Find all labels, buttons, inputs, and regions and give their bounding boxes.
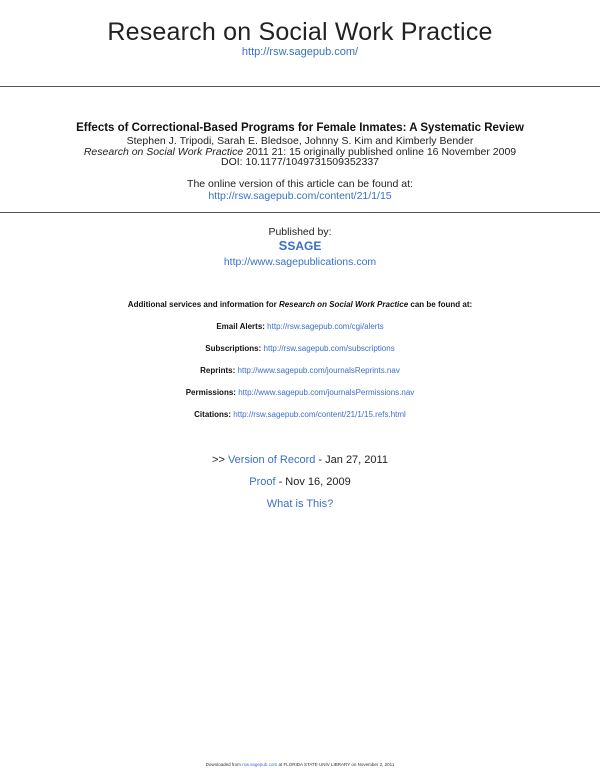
sage-logo bbox=[0, 238, 600, 253]
publisher-url-link[interactable]: http://www.sagepublications.com bbox=[223, 256, 377, 268]
service-label: Subscriptions: bbox=[205, 344, 262, 353]
published-by-label: Published by: bbox=[268, 226, 332, 238]
service-label: Permissions: bbox=[185, 388, 236, 397]
citation-details: 2011 21: 15 originally published online 16 November 2009 bbox=[243, 146, 517, 158]
version-of-record-row bbox=[0, 454, 600, 466]
services-intro-journal: Research on Social Work Practice bbox=[278, 300, 409, 309]
sage-logo-text: SAGE bbox=[287, 239, 322, 253]
sage-s-icon: S bbox=[278, 238, 288, 253]
services-intro bbox=[0, 300, 600, 309]
version-arrow: >> bbox=[212, 454, 228, 466]
online-version-row bbox=[0, 190, 600, 202]
service-row-permissions bbox=[0, 388, 600, 397]
permissions-link[interactable]: http://www.sagepub.com/journalsPermissions.nav bbox=[238, 388, 415, 397]
publisher-url-row bbox=[0, 256, 600, 268]
version-of-record-link[interactable]: Version of Record bbox=[227, 454, 316, 466]
middle-divider bbox=[0, 212, 600, 213]
download-footer bbox=[0, 762, 600, 767]
article-doi: DOI: 10.1177/1049731509352337 bbox=[220, 156, 380, 168]
what-is-this-row bbox=[0, 498, 600, 510]
what-is-this-link[interactable]: What is This? bbox=[266, 498, 334, 510]
services-intro-suffix: can be found at: bbox=[408, 300, 473, 309]
citation-journal: Research on Social Work Practice bbox=[83, 146, 244, 158]
service-row-subscriptions bbox=[0, 344, 600, 353]
service-label: Citations: bbox=[194, 410, 232, 419]
citations-link[interactable]: http://rsw.sagepub.com/content/21/1/15.refs.html bbox=[233, 410, 406, 419]
top-divider bbox=[0, 86, 600, 87]
service-label: Reprints: bbox=[200, 366, 236, 375]
reprints-link[interactable]: http://www.sagepub.com/journalsReprints.nav bbox=[237, 366, 400, 375]
proof-link[interactable]: Proof bbox=[249, 476, 276, 488]
subscriptions-link[interactable]: http://rsw.sagepub.com/subscriptions bbox=[263, 344, 395, 353]
journal-url-link[interactable]: http://rsw.sagepub.com/ bbox=[241, 46, 359, 58]
service-label: Email Alerts: bbox=[216, 322, 265, 331]
footer-link[interactable]: rsw.sagepub.com bbox=[242, 762, 278, 767]
article-authors: Stephen J. Tripodi, Sarah E. Bledsoe, Johnny S. Kim and Kimberly Bender bbox=[126, 135, 474, 147]
footer-suffix: at FLORIDA STATE UNIV LIBRARY on November 2, 2011 bbox=[277, 762, 395, 767]
proof-date: - Nov 16, 2009 bbox=[275, 476, 351, 488]
version-of-record-date: - Jan 27, 2011 bbox=[315, 454, 388, 466]
footer-prefix: Downloaded from bbox=[205, 762, 243, 767]
journal-url-row bbox=[0, 46, 600, 58]
journal-title: Research on Social Work Practice bbox=[107, 18, 493, 46]
service-row-citations bbox=[0, 410, 600, 419]
online-version-link[interactable]: http://rsw.sagepub.com/content/21/1/15 bbox=[208, 190, 392, 202]
service-row-reprints bbox=[0, 366, 600, 375]
proof-row bbox=[0, 476, 600, 488]
service-row-email-alerts bbox=[0, 322, 600, 331]
services-intro-prefix: Additional services and information for bbox=[127, 300, 279, 309]
article-title: Effects of Correctional-Based Programs for Female Inmates: A Systematic Review bbox=[76, 122, 524, 134]
online-version-text: The online version of this article can be found at: bbox=[187, 178, 413, 190]
email-alerts-link[interactable]: http://rsw.sagepub.com/cgi/alerts bbox=[267, 322, 384, 331]
